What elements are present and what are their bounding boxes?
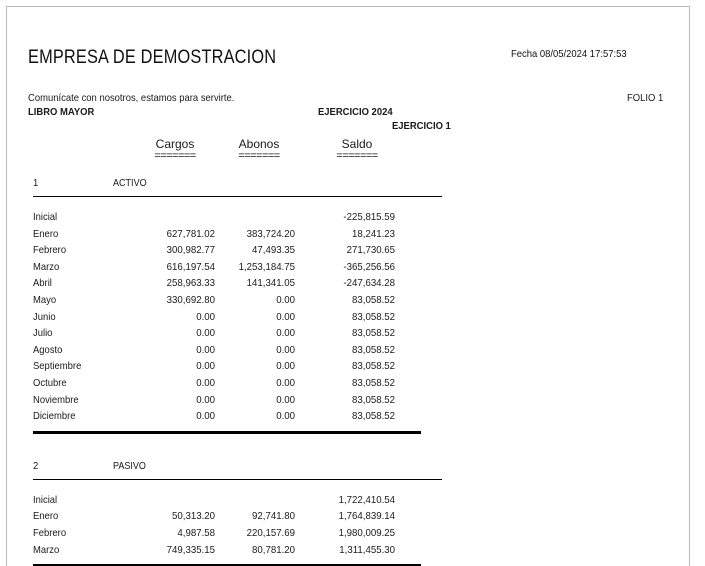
row-period-label: Septiembre <box>33 360 82 373</box>
row-cargos-value: 0.00 <box>196 327 215 340</box>
row-saldo-value: 83,058.52 <box>352 343 395 356</box>
row-period-label: Noviembre <box>33 393 79 406</box>
row-period-label: Marzo <box>33 260 60 273</box>
row-abonos-value: 220,157.69 <box>246 526 295 539</box>
table-row <box>7 244 689 261</box>
table-row <box>7 360 689 377</box>
account-section-name: PASIVO <box>113 459 146 472</box>
company-title: EMPRESA DE DEMOSTRACION <box>28 47 277 68</box>
account-section <box>7 459 689 556</box>
row-saldo-value: -247,634.28 <box>343 277 395 290</box>
row-period-label: Abril <box>33 277 52 290</box>
ejercicio-year: EJERCICIO 2024 <box>318 106 393 118</box>
column-header-abonos: Abonos <box>238 137 280 151</box>
row-abonos-value: 0.00 <box>276 293 295 306</box>
row-period-label: Junio <box>33 310 56 323</box>
column-underline-saldo: ======= <box>336 150 378 162</box>
table-row <box>7 344 689 361</box>
row-saldo-value: 1,980,009.25 <box>338 526 395 539</box>
row-saldo-value: 83,058.52 <box>352 293 395 306</box>
table-row <box>7 394 689 411</box>
document-type-title: LIBRO MAYOR <box>28 106 95 118</box>
table-row <box>7 277 689 294</box>
row-saldo-value: 83,058.52 <box>352 327 395 340</box>
row-abonos-value: 0.00 <box>276 310 295 323</box>
row-abonos-value: 383,724.20 <box>246 227 295 240</box>
row-saldo-value: 18,241.23 <box>352 227 395 240</box>
account-section-code: 2 <box>33 459 39 472</box>
row-cargos-value: 258,963.33 <box>166 277 215 290</box>
row-abonos-value: 0.00 <box>276 376 295 389</box>
row-period-label: Mayo <box>33 293 57 306</box>
row-abonos-value: 0.00 <box>276 410 295 423</box>
row-period-label: Julio <box>33 327 53 340</box>
folio-number: FOLIO 1 <box>627 92 664 104</box>
row-abonos-value: 80,781.20 <box>252 543 295 556</box>
row-cargos-value: 0.00 <box>196 343 215 356</box>
section-top-rule <box>33 479 442 480</box>
row-cargos-value: 0.00 <box>196 393 215 406</box>
section-top-rule <box>33 196 442 197</box>
column-underline-cargos: ======= <box>154 150 196 162</box>
row-cargos-value: 0.00 <box>196 310 215 323</box>
row-cargos-value: 627,781.02 <box>166 227 215 240</box>
account-section <box>7 177 689 423</box>
row-period-label: Octubre <box>33 376 67 389</box>
row-cargos-value: 0.00 <box>196 360 215 373</box>
row-saldo-value: -225,815.59 <box>343 211 395 223</box>
account-rows <box>7 494 689 560</box>
row-cargos-value: 749,335.15 <box>166 543 215 556</box>
row-abonos-value: 0.00 <box>276 393 295 406</box>
table-row <box>7 294 689 311</box>
row-saldo-value: -365,256.56 <box>343 260 395 273</box>
row-saldo-value: 83,058.52 <box>352 376 395 389</box>
row-abonos-value: 1,253,184.75 <box>238 260 295 273</box>
row-period-label: Inicial <box>33 211 58 223</box>
row-saldo-value: 271,730.65 <box>346 244 395 257</box>
table-row <box>7 410 689 427</box>
table-row <box>7 327 689 344</box>
row-saldo-value: 1,311,455.30 <box>339 543 395 556</box>
row-abonos-value: 0.00 <box>276 327 295 340</box>
report-datetime: Fecha 08/05/2024 17:57:53 <box>511 48 627 60</box>
row-period-label: Diciembre <box>33 410 76 423</box>
libro-mayor-report <box>7 7 689 566</box>
row-saldo-value: 1,764,839.14 <box>338 510 395 523</box>
row-period-label: Inicial <box>33 493 58 506</box>
account-section-code: 1 <box>33 177 39 189</box>
row-abonos-value: 0.00 <box>276 360 295 373</box>
row-saldo-value: 83,058.52 <box>352 310 395 323</box>
table-row <box>7 228 689 245</box>
row-period-label: Febrero <box>33 244 67 257</box>
report-page-sheet <box>6 6 690 566</box>
table-row <box>7 527 689 544</box>
row-saldo-value: 83,058.52 <box>352 393 395 406</box>
table-row <box>7 311 689 328</box>
row-period-label: Enero <box>33 227 59 240</box>
row-cargos-value: 0.00 <box>196 376 215 389</box>
row-cargos-value: 50,313.20 <box>172 510 215 523</box>
row-cargos-value: 330,692.80 <box>166 293 215 306</box>
row-period-label: Enero <box>33 510 59 523</box>
table-row <box>7 494 689 511</box>
row-abonos-value: 92,741.80 <box>252 510 295 523</box>
section-bottom-rule <box>33 431 421 434</box>
column-header-cargos: Cargos <box>155 137 195 151</box>
row-saldo-value: 83,058.52 <box>352 360 395 373</box>
row-abonos-value: 0.00 <box>276 343 295 356</box>
table-row <box>7 544 689 561</box>
row-cargos-value: 4,987.58 <box>177 526 215 539</box>
row-cargos-value: 616,197.54 <box>166 260 215 273</box>
company-tagline: Comunícate con nosotros, estamos para servirte. <box>28 92 235 104</box>
row-abonos-value: 141,341.05 <box>246 277 295 290</box>
table-row <box>7 261 689 278</box>
column-header-saldo: Saldo <box>341 137 373 151</box>
row-cargos-value: 0.00 <box>196 410 215 423</box>
row-period-label: Febrero <box>33 526 67 539</box>
ejercicio-number: EJERCICIO 1 <box>392 120 451 132</box>
column-underline-abonos: ======= <box>238 150 280 162</box>
row-period-label: Marzo <box>33 543 60 556</box>
row-saldo-value: 83,058.52 <box>352 410 395 423</box>
row-saldo-value: 1,722,410.54 <box>338 493 395 506</box>
account-section-header <box>7 177 689 195</box>
row-cargos-value: 300,982.77 <box>166 244 215 257</box>
account-section-header <box>7 460 689 478</box>
account-rows <box>7 211 689 427</box>
table-row <box>7 377 689 394</box>
row-abonos-value: 47,493.35 <box>252 244 295 257</box>
row-period-label: Agosto <box>33 343 63 356</box>
account-section-name: ACTIVO <box>113 177 147 189</box>
table-row <box>7 211 689 228</box>
table-row <box>7 510 689 527</box>
